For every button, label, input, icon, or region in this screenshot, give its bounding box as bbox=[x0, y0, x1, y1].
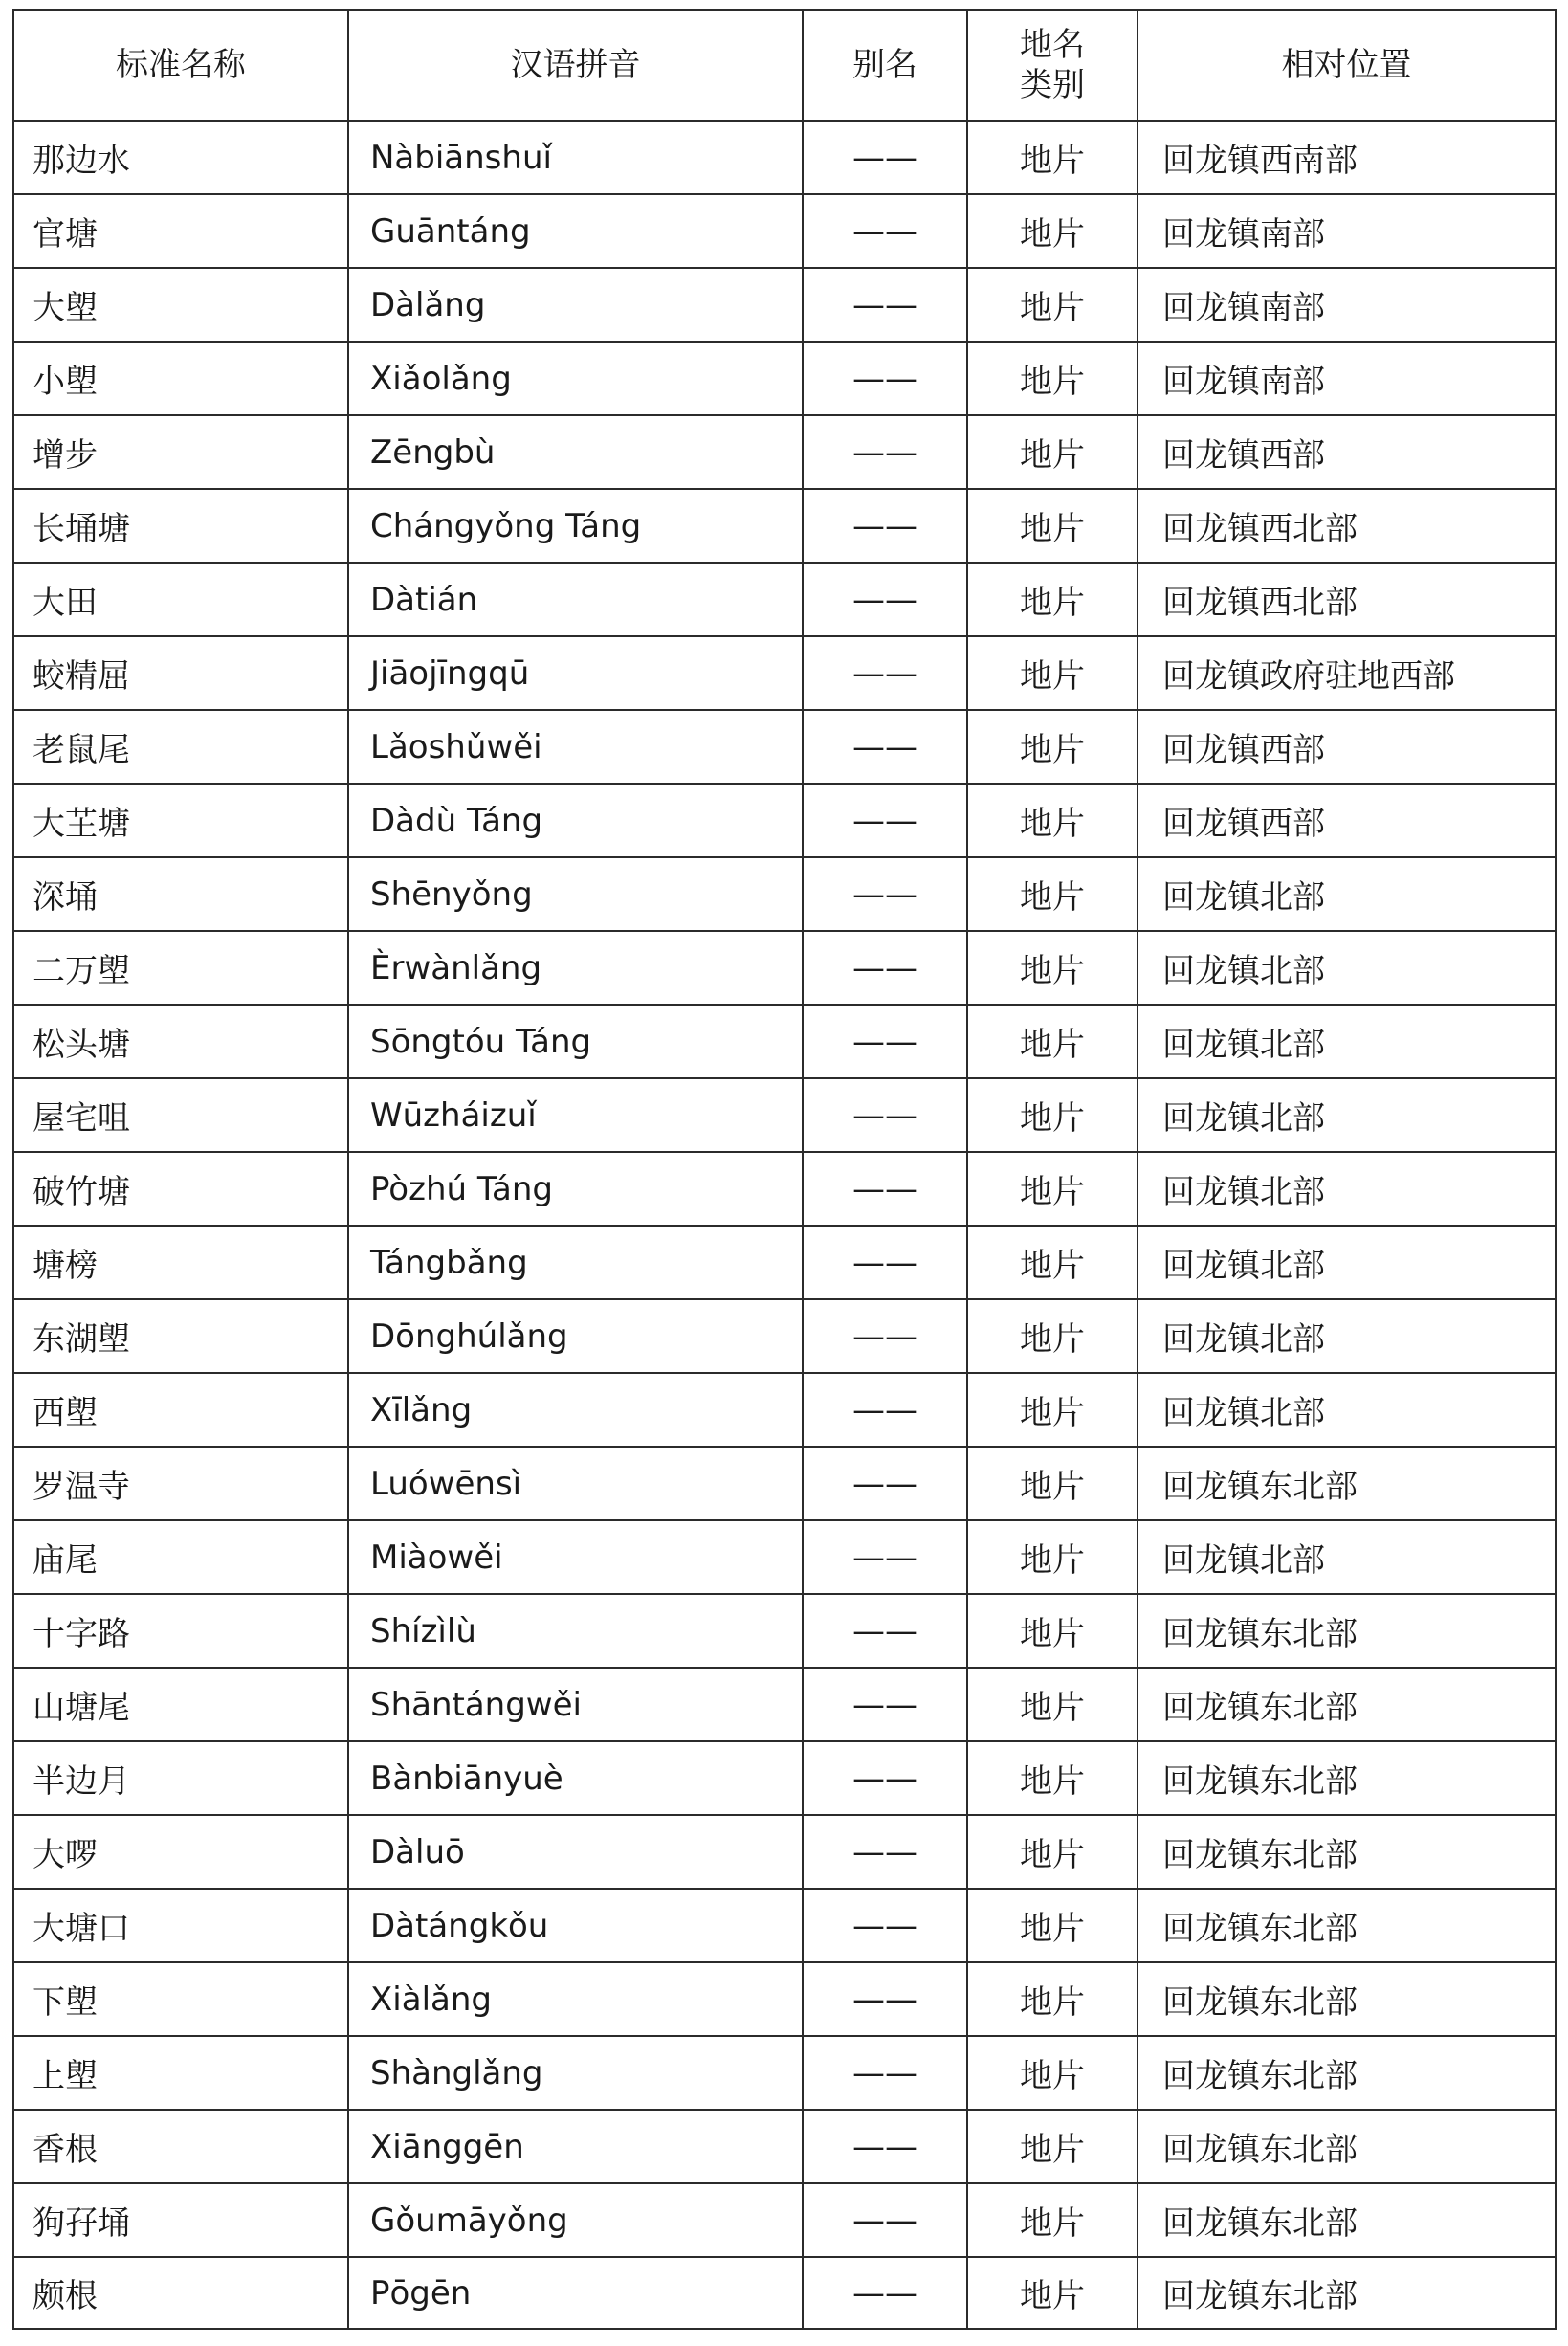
cell-place-type: 地片 bbox=[967, 2036, 1137, 2110]
cell-alias: —— bbox=[803, 2036, 967, 2110]
cell-standard-name: 二万塱 bbox=[13, 931, 348, 1005]
cell-pinyin: Sōngtóu Táng bbox=[348, 1005, 803, 1078]
table-row bbox=[13, 489, 1556, 563]
cell-standard-name: 小塱 bbox=[13, 342, 348, 415]
cell-relative-location: 回龙镇东北部 bbox=[1137, 1594, 1556, 1668]
cell-pinyin: Dàdù Táng bbox=[348, 784, 803, 857]
table-row bbox=[13, 1594, 1556, 1668]
cell-place-type: 地片 bbox=[967, 2110, 1137, 2183]
cell-standard-name: 松头塘 bbox=[13, 1005, 348, 1078]
cell-alias: —— bbox=[803, 1815, 967, 1889]
table-row bbox=[13, 268, 1556, 342]
cell-pinyin: Guāntáng bbox=[348, 194, 803, 268]
cell-pinyin: Pòzhú Táng bbox=[348, 1152, 803, 1226]
cell-relative-location: 回龙镇东北部 bbox=[1137, 2036, 1556, 2110]
cell-relative-location: 回龙镇西部 bbox=[1137, 710, 1556, 784]
table-row bbox=[13, 1152, 1556, 1226]
header-place-type-line1: 地名 bbox=[1020, 26, 1085, 64]
cell-alias: —— bbox=[803, 1226, 967, 1299]
table-row bbox=[13, 1668, 1556, 1741]
cell-standard-name: 屋宅咀 bbox=[13, 1078, 348, 1152]
cell-alias: —— bbox=[803, 1299, 967, 1373]
table-row bbox=[13, 415, 1556, 489]
header-relative-location: 相对位置 bbox=[1137, 10, 1556, 121]
cell-relative-location: 回龙镇东北部 bbox=[1137, 2257, 1556, 2329]
cell-pinyin: Dàtángkǒu bbox=[348, 1889, 803, 1962]
cell-place-type: 地片 bbox=[967, 1152, 1137, 1226]
cell-standard-name: 老鼠尾 bbox=[13, 710, 348, 784]
cell-pinyin: Zēngbù bbox=[348, 415, 803, 489]
cell-pinyin: Nàbiānshuǐ bbox=[348, 121, 803, 194]
table-row bbox=[13, 2036, 1556, 2110]
cell-pinyin: Shànglǎng bbox=[348, 2036, 803, 2110]
cell-standard-name: 增步 bbox=[13, 415, 348, 489]
cell-standard-name: 下塱 bbox=[13, 1962, 348, 2036]
cell-alias: —— bbox=[803, 1889, 967, 1962]
cell-relative-location: 回龙镇东北部 bbox=[1137, 2110, 1556, 2183]
table-row bbox=[13, 1226, 1556, 1299]
cell-standard-name: 狗孖埇 bbox=[13, 2183, 348, 2257]
table-row bbox=[13, 2110, 1556, 2183]
cell-relative-location: 回龙镇西南部 bbox=[1137, 121, 1556, 194]
cell-place-type: 地片 bbox=[967, 1226, 1137, 1299]
cell-pinyin: Dàlǎng bbox=[348, 268, 803, 342]
table-row bbox=[13, 2183, 1556, 2257]
cell-relative-location: 回龙镇东北部 bbox=[1137, 1815, 1556, 1889]
cell-relative-location: 回龙镇东北部 bbox=[1137, 1668, 1556, 1741]
table-row bbox=[13, 563, 1556, 636]
cell-pinyin: Shízìlù bbox=[348, 1594, 803, 1668]
cell-place-type: 地片 bbox=[967, 1594, 1137, 1668]
cell-relative-location: 回龙镇东北部 bbox=[1137, 1447, 1556, 1520]
cell-pinyin: Xiàlǎng bbox=[348, 1962, 803, 2036]
cell-standard-name: 上塱 bbox=[13, 2036, 348, 2110]
cell-standard-name: 破竹塘 bbox=[13, 1152, 348, 1226]
cell-alias: —— bbox=[803, 489, 967, 563]
cell-standard-name: 塘榜 bbox=[13, 1226, 348, 1299]
cell-relative-location: 回龙镇北部 bbox=[1137, 931, 1556, 1005]
cell-relative-location: 回龙镇北部 bbox=[1137, 1520, 1556, 1594]
cell-pinyin: Shāntángwěi bbox=[348, 1668, 803, 1741]
cell-relative-location: 回龙镇西部 bbox=[1137, 415, 1556, 489]
cell-relative-location: 回龙镇政府驻地西部 bbox=[1137, 636, 1556, 710]
cell-alias: —— bbox=[803, 415, 967, 489]
table-row bbox=[13, 1815, 1556, 1889]
place-name-table bbox=[12, 9, 1557, 2330]
cell-pinyin: Xiānggēn bbox=[348, 2110, 803, 2183]
cell-standard-name: 深埇 bbox=[13, 857, 348, 931]
table-row bbox=[13, 342, 1556, 415]
cell-place-type: 地片 bbox=[967, 857, 1137, 931]
cell-alias: —— bbox=[803, 563, 967, 636]
cell-place-type: 地片 bbox=[967, 2257, 1137, 2329]
cell-alias: —— bbox=[803, 1005, 967, 1078]
cell-pinyin: Èrwànlǎng bbox=[348, 931, 803, 1005]
cell-place-type: 地片 bbox=[967, 1520, 1137, 1594]
table-row bbox=[13, 1962, 1556, 2036]
cell-place-type: 地片 bbox=[967, 1668, 1137, 1741]
cell-pinyin: Xīlǎng bbox=[348, 1373, 803, 1447]
table-row bbox=[13, 1447, 1556, 1520]
cell-standard-name: 山塘尾 bbox=[13, 1668, 348, 1741]
cell-relative-location: 回龙镇北部 bbox=[1137, 1005, 1556, 1078]
cell-relative-location: 回龙镇北部 bbox=[1137, 1226, 1556, 1299]
table-row bbox=[13, 121, 1556, 194]
cell-pinyin: Luówēnsì bbox=[348, 1447, 803, 1520]
cell-place-type: 地片 bbox=[967, 121, 1137, 194]
cell-alias: —— bbox=[803, 194, 967, 268]
cell-relative-location: 回龙镇北部 bbox=[1137, 1152, 1556, 1226]
cell-relative-location: 回龙镇南部 bbox=[1137, 268, 1556, 342]
cell-relative-location: 回龙镇东北部 bbox=[1137, 2183, 1556, 2257]
cell-pinyin: Gǒumāyǒng bbox=[348, 2183, 803, 2257]
cell-standard-name: 官塘 bbox=[13, 194, 348, 268]
cell-alias: —— bbox=[803, 2257, 967, 2329]
cell-relative-location: 回龙镇北部 bbox=[1137, 1373, 1556, 1447]
cell-place-type: 地片 bbox=[967, 489, 1137, 563]
cell-pinyin: Dōnghúlǎng bbox=[348, 1299, 803, 1373]
cell-relative-location: 回龙镇东北部 bbox=[1137, 1889, 1556, 1962]
cell-standard-name: 颇根 bbox=[13, 2257, 348, 2329]
cell-alias: —— bbox=[803, 1447, 967, 1520]
cell-relative-location: 回龙镇西北部 bbox=[1137, 563, 1556, 636]
cell-place-type: 地片 bbox=[967, 1741, 1137, 1815]
cell-place-type: 地片 bbox=[967, 415, 1137, 489]
table-row bbox=[13, 2257, 1556, 2329]
table-row bbox=[13, 1078, 1556, 1152]
cell-place-type: 地片 bbox=[967, 710, 1137, 784]
cell-pinyin: Miàowěi bbox=[348, 1520, 803, 1594]
cell-alias: —— bbox=[803, 931, 967, 1005]
cell-alias: —— bbox=[803, 2110, 967, 2183]
cell-pinyin: Lǎoshǔwěi bbox=[348, 710, 803, 784]
header-place-type bbox=[967, 10, 1137, 121]
cell-standard-name: 半边月 bbox=[13, 1741, 348, 1815]
cell-alias: —— bbox=[803, 1668, 967, 1741]
cell-relative-location: 回龙镇北部 bbox=[1137, 1078, 1556, 1152]
table-row bbox=[13, 1889, 1556, 1962]
cell-alias: —— bbox=[803, 636, 967, 710]
cell-pinyin: Dàluō bbox=[348, 1815, 803, 1889]
cell-pinyin: Wūzháizuǐ bbox=[348, 1078, 803, 1152]
cell-alias: —— bbox=[803, 857, 967, 931]
cell-alias: —— bbox=[803, 1962, 967, 2036]
cell-place-type: 地片 bbox=[967, 563, 1137, 636]
table-row bbox=[13, 1741, 1556, 1815]
cell-standard-name: 蛟精屈 bbox=[13, 636, 348, 710]
cell-alias: —— bbox=[803, 1078, 967, 1152]
cell-alias: —— bbox=[803, 1741, 967, 1815]
cell-place-type: 地片 bbox=[967, 931, 1137, 1005]
cell-place-type: 地片 bbox=[967, 342, 1137, 415]
cell-standard-name: 十字路 bbox=[13, 1594, 348, 1668]
table-row bbox=[13, 710, 1556, 784]
cell-place-type: 地片 bbox=[967, 1889, 1137, 1962]
cell-standard-name: 那边水 bbox=[13, 121, 348, 194]
header-standard-name: 标准名称 bbox=[13, 10, 348, 121]
cell-alias: —— bbox=[803, 342, 967, 415]
cell-standard-name: 大塱 bbox=[13, 268, 348, 342]
cell-standard-name: 罗温寺 bbox=[13, 1447, 348, 1520]
cell-pinyin: Dàtián bbox=[348, 563, 803, 636]
cell-alias: —— bbox=[803, 2183, 967, 2257]
cell-pinyin: Chángyǒng Táng bbox=[348, 489, 803, 563]
cell-place-type: 地片 bbox=[967, 268, 1137, 342]
cell-pinyin: Tángbǎng bbox=[348, 1226, 803, 1299]
cell-place-type: 地片 bbox=[967, 2183, 1137, 2257]
cell-relative-location: 回龙镇南部 bbox=[1137, 194, 1556, 268]
cell-alias: —— bbox=[803, 1152, 967, 1226]
cell-alias: —— bbox=[803, 1594, 967, 1668]
cell-relative-location: 回龙镇西北部 bbox=[1137, 489, 1556, 563]
cell-relative-location: 回龙镇西部 bbox=[1137, 784, 1556, 857]
cell-place-type: 地片 bbox=[967, 194, 1137, 268]
header-place-type-line2: 类别 bbox=[1020, 66, 1085, 104]
table-body bbox=[13, 121, 1556, 2329]
table-row bbox=[13, 1373, 1556, 1447]
table-row bbox=[13, 784, 1556, 857]
table-row bbox=[13, 1005, 1556, 1078]
cell-standard-name: 西塱 bbox=[13, 1373, 348, 1447]
cell-pinyin: Pōgēn bbox=[348, 2257, 803, 2329]
cell-place-type: 地片 bbox=[967, 636, 1137, 710]
cell-alias: —— bbox=[803, 784, 967, 857]
cell-place-type: 地片 bbox=[967, 1962, 1137, 2036]
cell-standard-name: 东湖塱 bbox=[13, 1299, 348, 1373]
cell-standard-name: 庙尾 bbox=[13, 1520, 348, 1594]
header-alias: 别名 bbox=[803, 10, 967, 121]
table-row bbox=[13, 194, 1556, 268]
cell-place-type: 地片 bbox=[967, 1373, 1137, 1447]
table-row bbox=[13, 1520, 1556, 1594]
table-header bbox=[13, 10, 1556, 121]
cell-pinyin: Xiǎolǎng bbox=[348, 342, 803, 415]
cell-alias: —— bbox=[803, 1373, 967, 1447]
cell-relative-location: 回龙镇北部 bbox=[1137, 857, 1556, 931]
cell-standard-name: 大塘口 bbox=[13, 1889, 348, 1962]
cell-relative-location: 回龙镇东北部 bbox=[1137, 1962, 1556, 2036]
cell-pinyin: Bànbiānyuè bbox=[348, 1741, 803, 1815]
cell-relative-location: 回龙镇北部 bbox=[1137, 1299, 1556, 1373]
cell-place-type: 地片 bbox=[967, 1815, 1137, 1889]
cell-alias: —— bbox=[803, 710, 967, 784]
cell-standard-name: 大啰 bbox=[13, 1815, 348, 1889]
cell-standard-name: 大田 bbox=[13, 563, 348, 636]
header-row bbox=[13, 10, 1556, 121]
header-pinyin: 汉语拼音 bbox=[348, 10, 803, 121]
cell-alias: —— bbox=[803, 1520, 967, 1594]
cell-standard-name: 长埇塘 bbox=[13, 489, 348, 563]
cell-relative-location: 回龙镇东北部 bbox=[1137, 1741, 1556, 1815]
table-row bbox=[13, 636, 1556, 710]
cell-alias: —— bbox=[803, 121, 967, 194]
cell-place-type: 地片 bbox=[967, 1299, 1137, 1373]
table-row bbox=[13, 1299, 1556, 1373]
cell-place-type: 地片 bbox=[967, 1005, 1137, 1078]
cell-alias: —— bbox=[803, 268, 967, 342]
cell-pinyin: Jiāojīngqū bbox=[348, 636, 803, 710]
cell-pinyin: Shēnyǒng bbox=[348, 857, 803, 931]
cell-place-type: 地片 bbox=[967, 1078, 1137, 1152]
table-row bbox=[13, 931, 1556, 1005]
table-row bbox=[13, 857, 1556, 931]
cell-standard-name: 香根 bbox=[13, 2110, 348, 2183]
cell-standard-name: 大芏塘 bbox=[13, 784, 348, 857]
cell-relative-location: 回龙镇南部 bbox=[1137, 342, 1556, 415]
cell-place-type: 地片 bbox=[967, 1447, 1137, 1520]
cell-place-type: 地片 bbox=[967, 784, 1137, 857]
